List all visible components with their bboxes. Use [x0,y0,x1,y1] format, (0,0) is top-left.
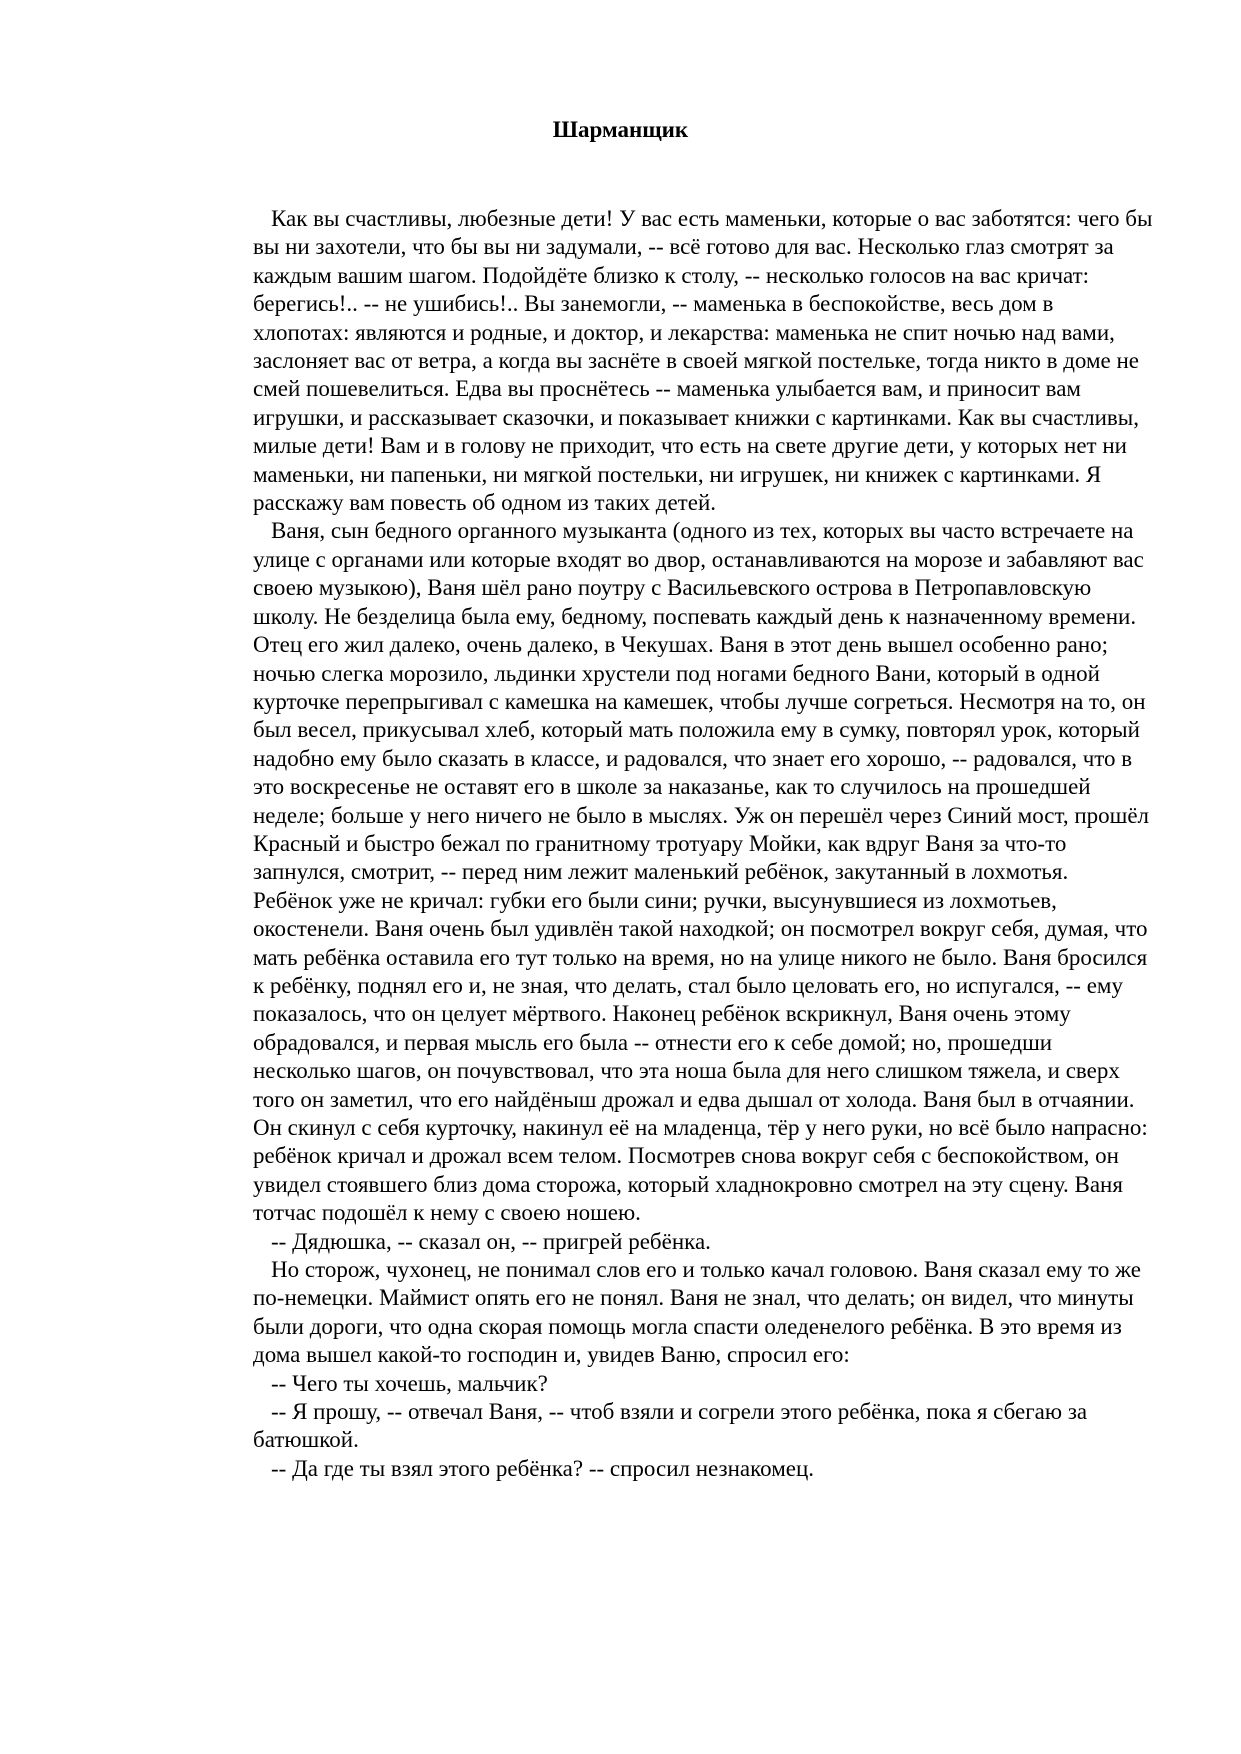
paragraph: Ваня, сын бедного органного музыканта (одного из тех, которых вы часто встречаете на улице с органами или которые входят во двор, останавливаются на морозе и забавляют вас своею музыкою), Ваня шёл рано поутру с Васильевского острова в Петропавловскую школу. Не безделица была ему, бедному, поспевать каждый день к назначенному времени. Отец его жил далеко, очень далеко, в Чекушах. Ваня в этот день вышел особенно рано; ночью слегка морозило, льдинки хрустели под ногами бедного Вани, который в одной курточке перепрыгивал с камешка на камешек, чтобы лучше согреться. Несмотря на то, он был весел, прикусывал хлеб, который мать положила ему в сумку, повторял урок, который надобно ему было сказать в классе, и радовался, что знает его хорошо, -- радовался, что в это воскресенье не оставят его в школе за наказанье, как то случилось на прошедшей неделе; больше у него ничего не было в мыслях. Уж он перешёл через Синий мост, прошёл Красный и быстро бежал по гранитному тротуару Мойки, как вдруг Ваня за что-то запнулся, смотрит, -- перед ним лежит маленький ребёнок, закутанный в лохмотья. Ребёнок уже не кричал: губки его были сини; ручки, высунувшиеся из лохмотьев, окостенели. Ваня очень был удивлён такой находкой; он посмотрел вокруг себя, думая, что мать ребёнка оставила его тут только на время, но на улице никого не было. Ваня бросился к ребёнку, поднял его и, не зная, что делать, стал было целовать его, но испугался, -- ему показалось, что он целует мёртвого. Наконец ребёнок вскрикнул, Ваня очень этому обрадовался, и первая мысль его была -- отнести его к себе домой; но, прошедши несколько шагов, он почувствовал, что эта ноша была для него слишком тяжела, и сверх того он заметил, что его найдёныш дрожал и едва дышал от холода. Ваня был в отчаянии. Он скинул с себя курточку, накинул её на младенца, тёр у него руки, но всё было напрасно: ребёнок кричал и дрожал всем телом. Посмотрев снова вокруг себя с беспокойством, он увидел стоявшего близ дома сторожа, который хладнокровно смотрел на эту сцену. Ваня тотчас подошёл к нему с своею ношею. [253,518,1150,1226]
paragraph: -- Да где ты взял этого ребёнка? -- спросил незнакомец. [271,1455,815,1481]
paragraph: -- Дядюшка, -- сказал он, -- пригрей ребёнка. [271,1228,711,1254]
document-body [253,205,1153,1483]
paragraph: -- Чего ты хочешь, мальчик? [271,1370,548,1396]
paragraph: -- Я прошу, -- отвечал Ваня, -- чтоб взяли и согрели этого ребёнка, пока я сбегаю за батюшкой. [253,1399,1088,1453]
paragraph: Но сторож, чухонец, не понимал слов его и только качал головою. Ваня сказал ему то же по-немецки. Маймист опять его не понял. Ваня не знал, что делать; он видел, что минуты были дороги, что одна скорая помощь могла спасти оледенелого ребёнка. В это время из дома вышел какой-то господин и, увидев Ваню, спросил его: [253,1257,1141,1368]
document-title: Шарманщик [552,117,689,142]
paragraph: Как вы счастливы, любезные дети! У вас есть маменьки, которые о вас заботятся: чего бы вы ни захотели, что бы вы ни задумали, -- всё готово для вас. Несколько глаз смотрят за каждым вашим шагом. Подойдёте близко к столу, -- несколько голосов на вас кричат: берегись!.. -- не ушибись!.. Вы занемогли, -- маменька в беспокойстве, весь дом в хлопотах: являются и родные, и доктор, и лекарства: маменька не спит ночью над вами, заслоняет вас от ветра, а когда вы заснёте в своей мягкой постельке, тогда никто в доме не смей пошевелиться. Едва вы проснётесь -- маменька улыбается вам, и приносит вам игрушки, и рассказывает сказочки, и показывает книжки с картинками. Как вы счастливы, милые дети! Вам и в голову не приходит, что есть на свете другие дети, у которых нет ни маменьки, ни папеньки, ни мягкой постельки, ни игрушек, ни книжек с картинками. Я расскажу вам повесть об одном из таких детей. [253,206,1153,516]
